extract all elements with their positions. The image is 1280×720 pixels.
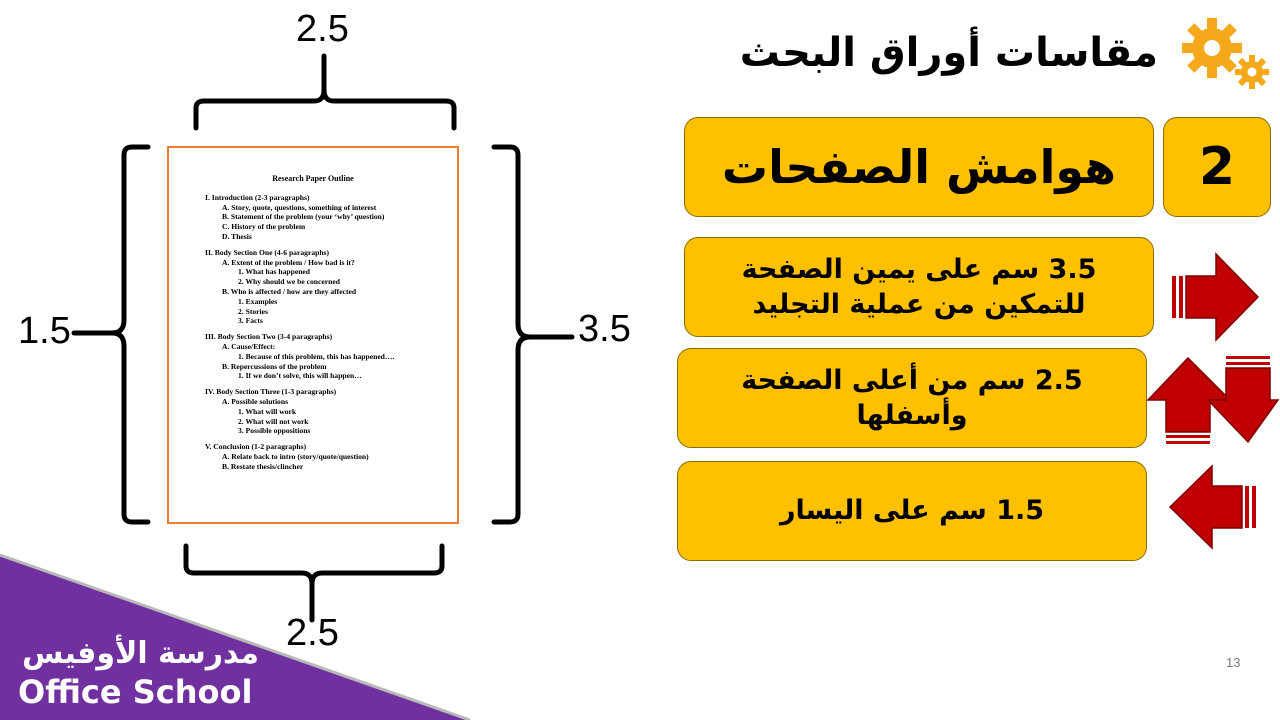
- slide-title: مقاسات أوراق البحث: [739, 30, 1158, 76]
- paper-body: [205, 193, 443, 472]
- section-number: 2: [1163, 117, 1271, 217]
- paper-outline-line: B. Statement of the problem (your ‘why’ question): [222, 212, 385, 222]
- page-number: 13: [1226, 655, 1241, 670]
- paper-section-heading: I. Introduction (2-3 paragraphs): [205, 192, 310, 202]
- paper-outline-line: 3. Facts: [238, 316, 263, 326]
- paper-section-heading: V. Conclusion (1-2 paragraphs): [205, 442, 307, 452]
- paper-outline-line: 2. Why should we be concerned: [238, 277, 340, 287]
- right-arrow-icon: [1170, 252, 1260, 342]
- paper-outline-line: A. Extent of the problem / How bad is it?: [222, 257, 355, 267]
- paper-section-heading: III. Body Section Two (3-4 paragraphs): [205, 332, 333, 342]
- paper-outline-line: C. History of the problem: [222, 222, 306, 232]
- paper-outline-line: D. Thesis: [222, 231, 252, 241]
- paper-outline-line: 2. Stories: [238, 306, 268, 316]
- paper-outline-line: A. Story, quote, questions, something of interest: [222, 202, 377, 212]
- up-down-arrows-icon: [1146, 354, 1280, 446]
- paper-outline-line: 1. Examples: [238, 296, 278, 306]
- paper-section-heading: IV. Body Section Three (1-3 paragraphs): [205, 387, 337, 397]
- paper-title: Research Paper Outline: [272, 174, 354, 183]
- paper-outline-line: 3. Possible oppositions: [238, 426, 311, 436]
- paper-outline-line: 2. What will not work: [238, 416, 309, 426]
- margin-item-top-bottom: 2.5 سم من أعلى الصفحة وأسفلها: [677, 348, 1147, 448]
- left-margin-label: 1.5: [18, 310, 71, 352]
- brand-english: Office School: [18, 673, 253, 711]
- left-arrow-icon: [1168, 464, 1258, 550]
- paper-outline-line: B. Restate thesis/clincher: [222, 461, 304, 471]
- gear-icon: [1178, 12, 1274, 92]
- paper-outline-line: 1. What will work: [238, 406, 297, 416]
- paper-outline-line: 1. Because of this problem, this has happened….: [238, 351, 395, 361]
- section-heading: هوامش الصفحات: [684, 117, 1154, 217]
- bottom-margin-label: 2.5: [286, 612, 339, 654]
- brand-logo: [18, 636, 263, 711]
- paper-outline-line: A. Relate back to intro (story/quote/question): [222, 451, 369, 461]
- paper-outline-line: 1. What has happened: [238, 267, 311, 277]
- paper-outline-line: A. Possible solutions: [222, 396, 289, 406]
- paper-outline-image: [167, 146, 459, 524]
- brand-arabic: مدرسة الأوفيس: [22, 636, 259, 671]
- paper-section-heading: II. Body Section One (4-6 paragraphs): [205, 247, 330, 257]
- margin-item-left: 1.5 سم على اليسار: [677, 461, 1147, 561]
- paper-outline-line: B. Repercussions of the problem: [222, 361, 327, 371]
- top-margin-label: 2.5: [296, 8, 349, 50]
- right-margin-label: 3.5: [578, 308, 631, 350]
- paper-outline-line: B. Who is affected / how are they affected: [222, 286, 357, 296]
- paper-outline-line: A. Cause/Effect:: [222, 341, 276, 351]
- paper-outline-line: 1. If we don’t solve, this will happen…: [238, 371, 362, 381]
- margin-item-right: 3.5 سم على يمين الصفحة للتمكين من عملية التجليد: [684, 237, 1154, 337]
